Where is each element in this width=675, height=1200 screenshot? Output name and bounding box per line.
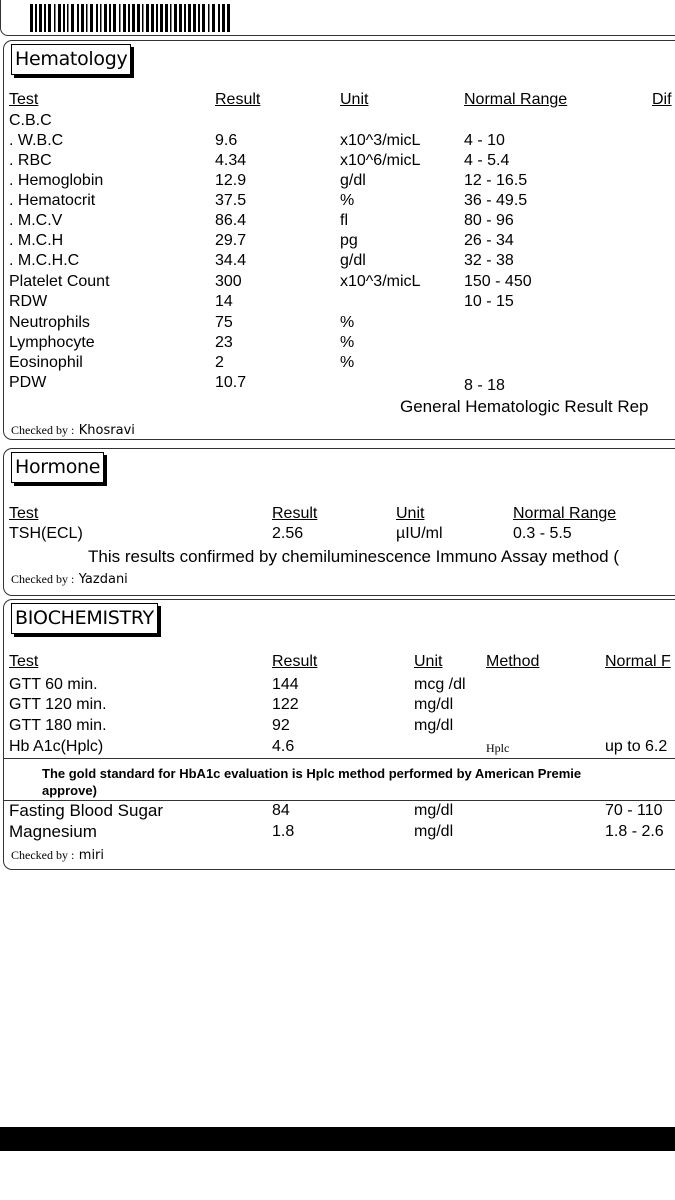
- checked-by: [11, 846, 104, 864]
- table-row-unit: %: [340, 314, 355, 331]
- table-row-test: GTT 60 min.: [9, 676, 98, 693]
- table-row-range: 0.3 - 5.5: [513, 525, 572, 542]
- table-row-test: Platelet Count: [9, 273, 110, 290]
- hematology-title: Hematology: [11, 44, 131, 75]
- table-row-unit: fl: [340, 212, 348, 229]
- table-row-range: 26 - 34: [464, 232, 514, 249]
- checked-by-name: miri: [78, 848, 105, 863]
- table-row-result: 34.4: [215, 252, 247, 269]
- table-row-unit: µIU/ml: [396, 525, 443, 542]
- table-row-test: PDW: [9, 374, 47, 391]
- table-row-result: 12.9: [215, 172, 247, 189]
- header-result: Result: [215, 91, 261, 108]
- hormone-panel: [3, 448, 675, 596]
- table-row-test: GTT 180 min.: [9, 717, 107, 734]
- table-row-result: 23: [215, 334, 233, 351]
- table-row-unit: %: [340, 354, 355, 371]
- header-test: Test: [9, 653, 39, 670]
- table-row-result: 14: [215, 293, 233, 310]
- table-row-test: . M.C.H.C: [9, 252, 80, 269]
- table-row-test: Neutrophils: [9, 314, 90, 331]
- header-difference: Dif: [652, 91, 672, 108]
- hormone-method-note: This results confirmed by chemiluminescence Immuno Assay method (: [88, 547, 619, 566]
- table-row-result: 92: [272, 717, 290, 734]
- table-row-result: 144: [272, 676, 299, 693]
- header-result: Result: [272, 653, 318, 670]
- table-row-result: 29.7: [215, 232, 247, 249]
- table-row-range: 4 - 10: [464, 132, 505, 149]
- header-unit: Unit: [396, 505, 425, 522]
- table-row-test: RDW: [9, 293, 48, 310]
- table-row-unit: g/dl: [340, 252, 366, 269]
- header-normal-range: Normal F: [605, 653, 671, 670]
- bottom-bar: [0, 1127, 675, 1151]
- table-row-unit: %: [340, 334, 355, 351]
- table-row-range: 12 - 16.5: [464, 172, 528, 189]
- table-row-test: Fasting Blood Sugar: [9, 801, 164, 820]
- header-normal-range: Normal Range: [513, 505, 617, 522]
- table-row-unit: %: [340, 192, 355, 209]
- table-row-range: 10 - 15: [464, 293, 514, 310]
- table-row-test: Hb A1c(Hplc): [9, 738, 104, 755]
- table-row-test: . W.B.C: [9, 132, 64, 149]
- hba1c-note-line2: approve): [42, 783, 97, 798]
- table-row-result: 10.7: [215, 374, 247, 391]
- divider: [4, 758, 675, 759]
- table-row-test: Magnesium: [9, 822, 97, 841]
- table-row-unit: x10^6/micL: [340, 152, 421, 169]
- header-unit: Unit: [340, 91, 369, 108]
- hba1c-note-line1: The gold standard for HbA1c evaluation is Hplc method performed by American Premie: [42, 766, 582, 781]
- table-row-unit: g/dl: [340, 172, 366, 189]
- table-row-result: 75: [215, 314, 233, 331]
- table-row-method: Hplc: [486, 741, 510, 755]
- header-result: Result: [272, 505, 318, 522]
- table-row-result: 2: [215, 354, 224, 371]
- header-normal-range: Normal Range: [464, 91, 568, 108]
- table-row-test: GTT 120 min.: [9, 696, 107, 713]
- header-test: Test: [9, 505, 39, 522]
- table-row-range: 4 - 5.4: [464, 152, 510, 169]
- hematology-panel: [3, 40, 675, 440]
- table-row-result: 4.6: [272, 738, 295, 755]
- biochemistry-panel: [3, 599, 675, 870]
- table-row-result: 300: [215, 273, 242, 290]
- checked-by-label: Checked by :: [11, 423, 75, 437]
- header-test: Test: [9, 91, 39, 108]
- table-row-test: . Hemoglobin: [9, 172, 104, 189]
- table-row-result: 2.56: [272, 525, 304, 542]
- table-row-result: 1.8: [272, 823, 295, 840]
- checked-by-label: Checked by :: [11, 848, 75, 862]
- table-row-unit: mg/dl: [414, 696, 454, 713]
- table-row-unit: x10^3/micL: [340, 132, 421, 149]
- checked-by-name: Khosravi: [78, 423, 135, 438]
- table-row-test: . RBC: [9, 152, 52, 169]
- table-row-unit: mg/dl: [414, 823, 454, 840]
- checked-by-label: Checked by :: [11, 572, 75, 586]
- table-row-test: Lymphocyte: [9, 334, 95, 351]
- table-row-range: 150 - 450: [464, 273, 532, 290]
- table-row-range: 8 - 18: [464, 377, 505, 394]
- table-row-unit: x10^3/micL: [340, 273, 421, 290]
- table-row-result: 4.34: [215, 152, 247, 169]
- table-row-result: 86.4: [215, 212, 247, 229]
- table-row-test: C.B.C: [9, 112, 52, 129]
- hematology-report-note: General Hematologic Result Rep: [400, 397, 649, 416]
- table-row-unit: mcg /dl: [414, 676, 466, 693]
- table-row-range: up to 6.2: [605, 738, 668, 755]
- checked-by-name: Yazdani: [78, 572, 128, 587]
- table-row-test: . Hematocrit: [9, 192, 96, 209]
- table-row-unit: mg/dl: [414, 717, 454, 734]
- table-row-range: 1.8 - 2.6: [605, 823, 664, 840]
- table-row-unit: pg: [340, 232, 358, 249]
- table-row-result: 84: [272, 802, 290, 819]
- table-row-range: 32 - 38: [464, 252, 514, 269]
- biochemistry-title: BIOCHEMISTRY: [11, 603, 158, 634]
- table-row-range: 80 - 96: [464, 212, 514, 229]
- table-row-test: . M.C.V: [9, 212, 63, 229]
- table-row-unit: mg/dl: [414, 802, 454, 819]
- table-row-result: 122: [272, 696, 299, 713]
- table-row-result: 9.6: [215, 132, 238, 149]
- table-row-test: Eosinophil: [9, 354, 83, 371]
- table-row-range: 70 - 110: [605, 802, 663, 819]
- table-row-result: 37.5: [215, 192, 247, 209]
- table-row-test: . M.C.H: [9, 232, 64, 249]
- hormone-title: Hormone: [11, 452, 104, 483]
- header-method: Method: [486, 653, 540, 670]
- table-row-test: TSH(ECL): [9, 525, 83, 542]
- barcode: [30, 4, 230, 32]
- table-row-range: 36 - 49.5: [464, 192, 528, 209]
- checked-by: [11, 570, 128, 588]
- checked-by: [11, 421, 135, 439]
- header-unit: Unit: [414, 653, 443, 670]
